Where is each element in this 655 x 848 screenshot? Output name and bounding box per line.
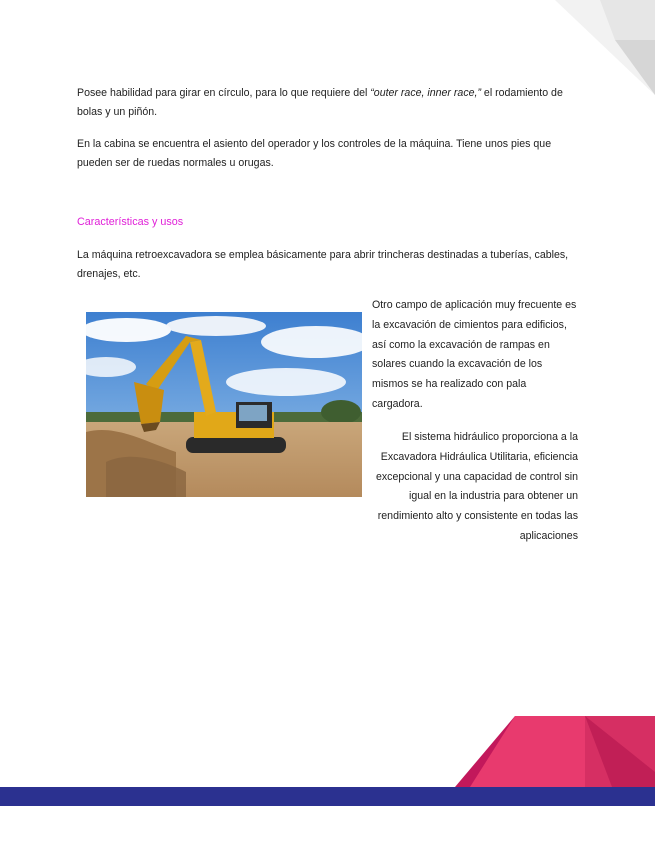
paragraph-rotation: Posee habilidad para girar en círculo, para lo que requiere del “outer race, inner race,” el rodamiento de bolas y un piñón.	[77, 87, 563, 118]
italic-term: “outer race, inner race,”	[370, 87, 481, 99]
section-heading: Características y usos	[77, 216, 184, 228]
paragraph-usage: La máquina retroexcavadora se emplea básicamente para abrir trincheras destinadas a tuberías, cables, drenajes, etc.	[77, 249, 569, 280]
side-paragraph-hydraulics: El sistema hidráulico proporciona a la Excavadora Hidráulica Utilitaria, eficiencia excepcional y una capacidad de control sin igual en la industria para obtener un rendimiento alto y consistente en todas las aplicaciones	[375, 431, 578, 542]
paragraph-cabin: En la cabina se encuentra el asiento del operador y los controles de la máquina. Tiene unos pies que pueden ser de ruedas normales u orugas.	[77, 138, 552, 169]
footer-band	[0, 787, 655, 806]
corner-decoration-top	[555, 0, 655, 95]
side-paragraph-applications: Otro campo de aplicación muy frecuente es la excavación de cimientos para edificios, así como la excavación de rampas en solares cuando la excavación de los mismos se ha realizado con pala cargadora.	[372, 299, 577, 410]
footer-decoration	[0, 712, 655, 848]
excavator-photo	[86, 312, 362, 497]
